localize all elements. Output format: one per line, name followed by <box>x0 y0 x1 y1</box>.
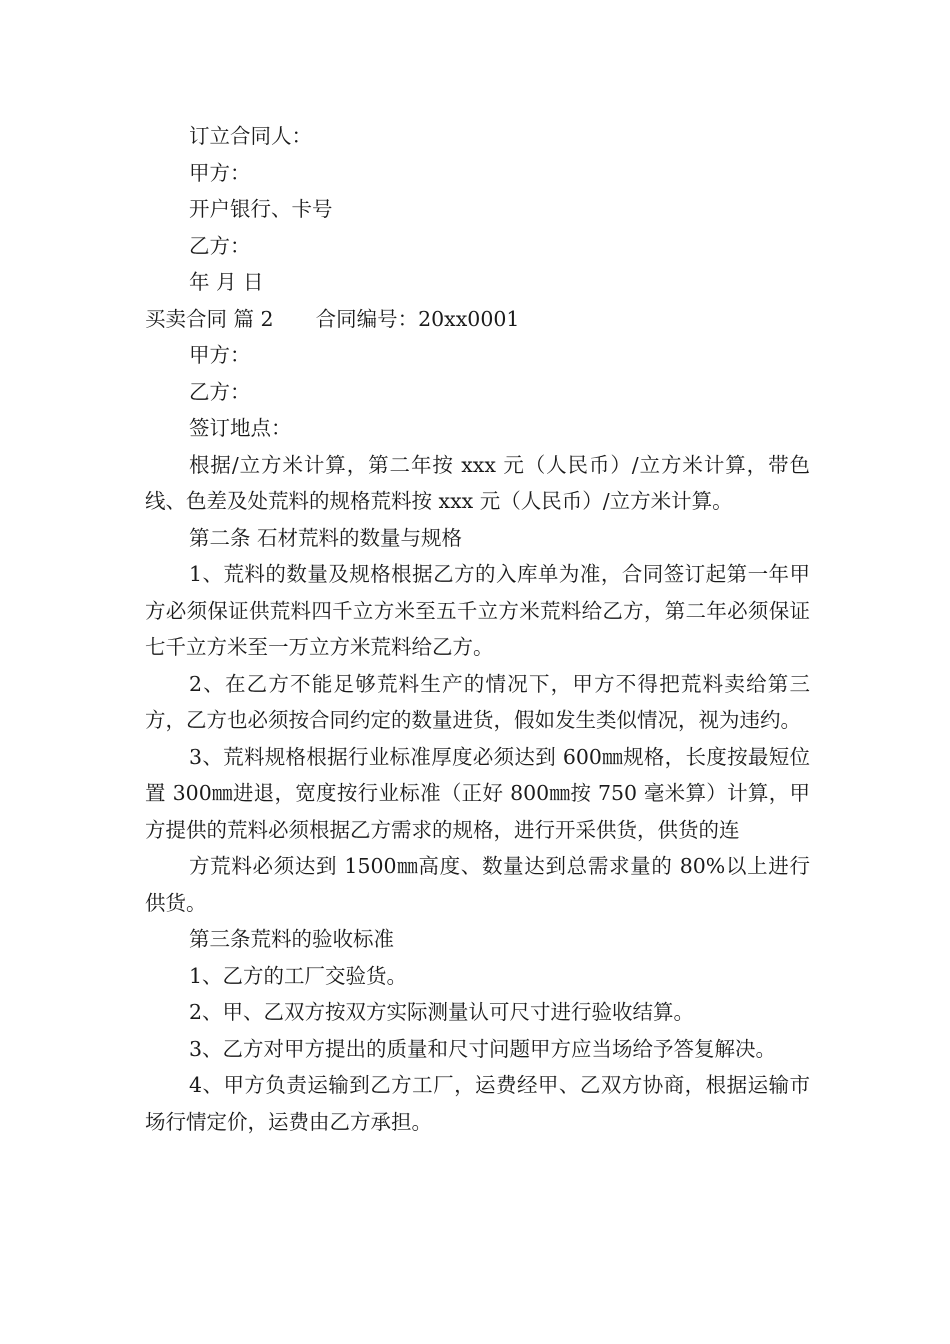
article-2-heading: 第二条 石材荒料的数量与规格 <box>189 525 463 550</box>
party-b-line: 乙方： <box>189 233 251 258</box>
article-2-item-3-continued: 方荒料必须达到 1500㎜高度、数量达到总需求量的 80%以上进行供货。 <box>145 854 810 915</box>
article-2-item-1: 1、荒料的数量及规格根据乙方的入库单为准，合同签订起第一年甲方必须保证供荒料四千立方米至五千立方米荒料给乙方，第二年必须保证七千立方米至一万立方米荒料给乙方。 <box>145 562 810 659</box>
party-b-line-2: 乙方： <box>189 379 251 404</box>
price-paragraph: 根据/立方米计算，第二年按 xxx 元（人民币）/立方米计算，带色线、色差及处荒料的规格荒料按 xxx 元（人民币）/立方米计算。 <box>145 452 810 513</box>
article-2-item-2: 2、在乙方不能足够荒料生产的情况下，甲方不得把荒料卖给第三方，乙方也必须按合同约定的数量进货，假如发生类似情况，视为违约。 <box>145 671 810 732</box>
party-a-line-2: 甲方： <box>189 343 251 367</box>
article-3-item-3: 3、乙方对甲方提出的质量和尺寸问题甲方应当场给予答复解决。 <box>189 1036 777 1061</box>
article-3-item-4: 4、甲方负责运输到乙方工厂，运费经甲、乙双方协商，根据运输市场行情定价，运费由乙方承担。 <box>145 1073 810 1134</box>
date-line: 年 月 日 <box>189 270 264 294</box>
bank-account-line: 开户银行、卡号 <box>189 197 333 221</box>
party-a-line: 甲方： <box>189 160 251 185</box>
contract-number: 合同编号：20xx0001 <box>315 306 520 331</box>
section-title: 买卖合同 篇 2 <box>145 306 274 331</box>
article-3-heading: 第三条荒料的验收标准 <box>189 927 394 951</box>
signatory-heading: 订立合同人： <box>189 124 312 148</box>
section-title-line <box>145 301 810 338</box>
article-3-item-1: 1、乙方的工厂交验货。 <box>189 963 408 988</box>
article-3-item-2: 2、甲、乙双方按双方实际测量认可尺寸进行验收结算。 <box>189 1000 695 1024</box>
article-2-item-3: 3、荒料规格根据行业标准厚度必须达到 600㎜规格，长度按最短位置 300㎜进退，宽度按行业标准（正好 800㎜按 750 毫米算）计算，甲方提供的荒料必须根据乙方需求的规格，进行开采供货，供货的连 <box>145 744 810 842</box>
sign-place-line: 签订地点： <box>189 416 292 440</box>
document-body <box>145 118 810 1140</box>
